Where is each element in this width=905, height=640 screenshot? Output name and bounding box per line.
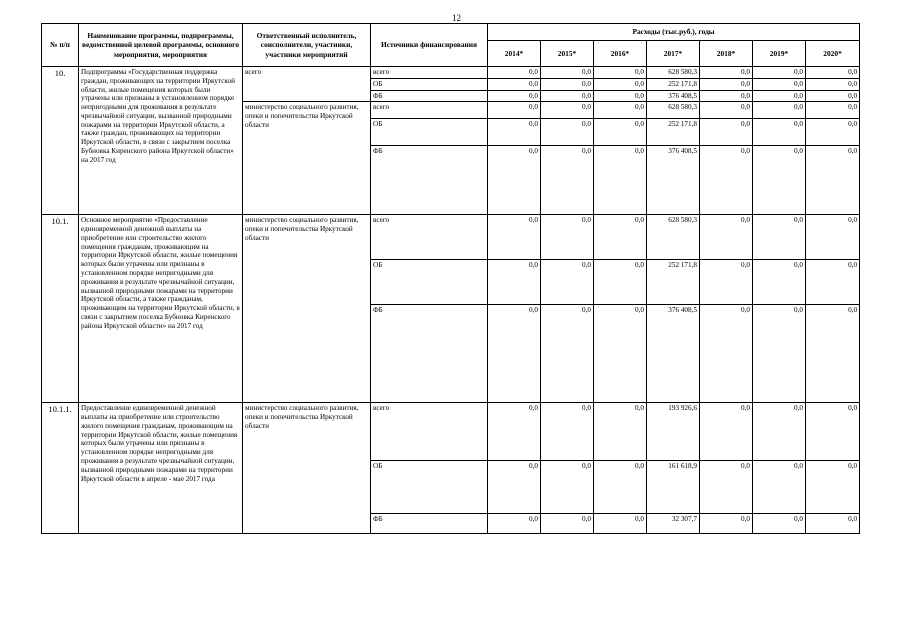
table-body — [42, 67, 860, 534]
header-year: 2017* — [647, 41, 700, 67]
amount-cell: 0,0 — [594, 119, 647, 146]
row-number: 10.1.1. — [42, 403, 79, 534]
amount-cell: 0,0 — [806, 403, 860, 461]
header-year: 2020* — [806, 41, 860, 67]
amount-cell: 0,0 — [806, 461, 860, 514]
amount-cell: 252 171,8 — [647, 119, 700, 146]
funding-source: всего — [371, 102, 488, 119]
amount-cell: 0,0 — [541, 305, 594, 403]
amount-cell: 0,0 — [806, 78, 860, 90]
funding-source: ОБ — [371, 119, 488, 146]
amount-cell: 0,0 — [594, 260, 647, 305]
amount-cell: 628 580,3 — [647, 102, 700, 119]
amount-cell: 0,0 — [488, 305, 541, 403]
amount-cell: 0,0 — [806, 260, 860, 305]
amount-cell: 0,0 — [753, 260, 806, 305]
amount-cell: 0,0 — [806, 305, 860, 403]
amount-cell: 0,0 — [700, 146, 753, 215]
amount-cell: 0,0 — [541, 514, 594, 534]
amount-cell: 0,0 — [700, 119, 753, 146]
funding-source: ФБ — [371, 514, 488, 534]
amount-cell: 0,0 — [488, 67, 541, 79]
header-year: 2019* — [753, 41, 806, 67]
amount-cell: 32 307,7 — [647, 514, 700, 534]
amount-cell: 0,0 — [488, 514, 541, 534]
table-row — [42, 403, 860, 461]
amount-cell: 0,0 — [541, 67, 594, 79]
amount-cell: 0,0 — [488, 461, 541, 514]
header-year: 2016* — [594, 41, 647, 67]
amount-cell: 0,0 — [753, 78, 806, 90]
executor-cell: министерство социального развития, опеки и попечительства Иркутской области — [243, 403, 371, 534]
amount-cell: 628 580,3 — [647, 67, 700, 79]
amount-cell: 252 171,8 — [647, 260, 700, 305]
amount-cell: 0,0 — [700, 67, 753, 79]
amount-cell: 252 171,8 — [647, 78, 700, 90]
amount-cell: 0,0 — [541, 90, 594, 102]
header-year: 2014* — [488, 41, 541, 67]
amount-cell: 0,0 — [700, 514, 753, 534]
amount-cell: 0,0 — [700, 461, 753, 514]
amount-cell: 0,0 — [753, 119, 806, 146]
amount-cell: 0,0 — [753, 514, 806, 534]
amount-cell: 0,0 — [594, 78, 647, 90]
amount-cell: 0,0 — [753, 67, 806, 79]
header-num: № п/п — [42, 24, 79, 67]
amount-cell: 0,0 — [594, 102, 647, 119]
amount-cell: 0,0 — [541, 146, 594, 215]
amount-cell: 0,0 — [594, 146, 647, 215]
amount-cell: 0,0 — [541, 215, 594, 260]
amount-cell: 0,0 — [753, 90, 806, 102]
amount-cell: 0,0 — [753, 305, 806, 403]
header-year: 2018* — [700, 41, 753, 67]
amount-cell: 0,0 — [700, 403, 753, 461]
amount-cell: 0,0 — [594, 67, 647, 79]
amount-cell: 0,0 — [700, 90, 753, 102]
amount-cell: 0,0 — [753, 102, 806, 119]
executor-cell: министерство социального развития, опеки и попечительства Иркутской области — [243, 215, 371, 403]
amount-cell: 0,0 — [488, 119, 541, 146]
header-name: Наименование программы, подпрограммы, ведомственной целевой программы, основного мероприятия, мероприятия — [79, 24, 243, 67]
amount-cell: 376 408,5 — [647, 305, 700, 403]
amount-cell: 0,0 — [594, 461, 647, 514]
amount-cell: 0,0 — [806, 119, 860, 146]
table-header — [42, 24, 860, 67]
amount-cell: 0,0 — [541, 119, 594, 146]
table-row — [42, 67, 860, 79]
amount-cell: 0,0 — [594, 215, 647, 260]
funding-source: ФБ — [371, 90, 488, 102]
header-executor: Ответственный исполнитель, соисполнители, участники, участники мероприятий — [243, 24, 371, 67]
program-name: Основное мероприятие «Предоставление единовременной денежной выплаты на приобретение или строительство жилого помещения гражданам, проживающим на территории Иркутской области, жилые помещения которых были утрачены или признаны в установленном порядке непригодными для проживания в результате чрезвычайной ситуации, вызванной природными пожарами на территории Иркутской области, а также гражданам, проживающим на территории Иркутской области, в связи с закрытием поселка Бубновка Киренского района Иркутской области» на 2017 год — [79, 215, 243, 403]
amount-cell: 0,0 — [700, 102, 753, 119]
amount-cell: 161 618,9 — [647, 461, 700, 514]
amount-cell: 0,0 — [594, 514, 647, 534]
table-row — [42, 215, 860, 260]
amount-cell: 0,0 — [488, 403, 541, 461]
amount-cell: 0,0 — [541, 260, 594, 305]
amount-cell: 0,0 — [541, 403, 594, 461]
funding-source: всего — [371, 403, 488, 461]
amount-cell: 0,0 — [541, 78, 594, 90]
header-year: 2015* — [541, 41, 594, 67]
amount-cell: 0,0 — [488, 215, 541, 260]
amount-cell: 0,0 — [753, 403, 806, 461]
amount-cell: 0,0 — [806, 67, 860, 79]
amount-cell: 376 408,5 — [647, 146, 700, 215]
amount-cell: 0,0 — [700, 215, 753, 260]
amount-cell: 0,0 — [488, 78, 541, 90]
amount-cell: 0,0 — [488, 146, 541, 215]
program-name: Подпрограмма «Государственная поддержка граждан, проживающих на территории Иркутской области, жилые помещения которых были утрачены или признаны в установленном порядке непригодными для проживания в результате чрезвычайной ситуации, вызванной природными пожарами на территории Иркутской области, а также граждан, проживающих на территории Иркутской области, в связи с закрытием поселка Бубновка Киренского района Иркутской области» на 2017 год — [79, 67, 243, 215]
amount-cell: 0,0 — [806, 215, 860, 260]
amount-cell: 0,0 — [806, 102, 860, 119]
funding-source: всего — [371, 215, 488, 260]
amount-cell: 0,0 — [806, 514, 860, 534]
funding-source: ОБ — [371, 260, 488, 305]
amount-cell: 0,0 — [541, 102, 594, 119]
funding-source: ОБ — [371, 78, 488, 90]
amount-cell: 0,0 — [594, 403, 647, 461]
amount-cell: 376 408,5 — [647, 90, 700, 102]
amount-cell: 0,0 — [488, 90, 541, 102]
header-expenses: Расходы (тыс.руб.), годы — [488, 24, 860, 41]
amount-cell: 0,0 — [753, 461, 806, 514]
executor-cell: министерство социального развития, опеки и попечительства Иркутской области — [243, 102, 371, 215]
header-sources: Источники финансирования — [371, 24, 488, 67]
row-number: 10. — [42, 67, 79, 215]
amount-cell: 0,0 — [541, 461, 594, 514]
amount-cell: 0,0 — [594, 305, 647, 403]
amount-cell: 193 926,6 — [647, 403, 700, 461]
amount-cell: 0,0 — [488, 260, 541, 305]
page-number: 12 — [452, 13, 461, 23]
amount-cell: 0,0 — [594, 90, 647, 102]
amount-cell: 0,0 — [488, 102, 541, 119]
amount-cell: 0,0 — [753, 146, 806, 215]
executor-cell: всего — [243, 67, 371, 102]
funding-source: ОБ — [371, 461, 488, 514]
budget-table — [41, 23, 860, 534]
amount-cell: 0,0 — [700, 260, 753, 305]
amount-cell: 0,0 — [700, 305, 753, 403]
funding-source: ФБ — [371, 146, 488, 215]
amount-cell: 0,0 — [806, 90, 860, 102]
amount-cell: 0,0 — [806, 146, 860, 215]
amount-cell: 0,0 — [753, 215, 806, 260]
funding-source: ФБ — [371, 305, 488, 403]
funding-source: всего — [371, 67, 488, 79]
program-name: Предоставление единовременной денежной выплаты на приобретение или строительство жилого помещения гражданам, проживающим на территории Иркутской области, жилые помещения которых были утрачены или признаны в установленном порядке непригодными для проживания в результате чрезвычайной ситуации, вызванной природными пожарами на территории Иркутской области в апреле - мае 2017 года — [79, 403, 243, 534]
amount-cell: 0,0 — [700, 78, 753, 90]
amount-cell: 628 580,3 — [647, 215, 700, 260]
row-number: 10.1. — [42, 215, 79, 403]
